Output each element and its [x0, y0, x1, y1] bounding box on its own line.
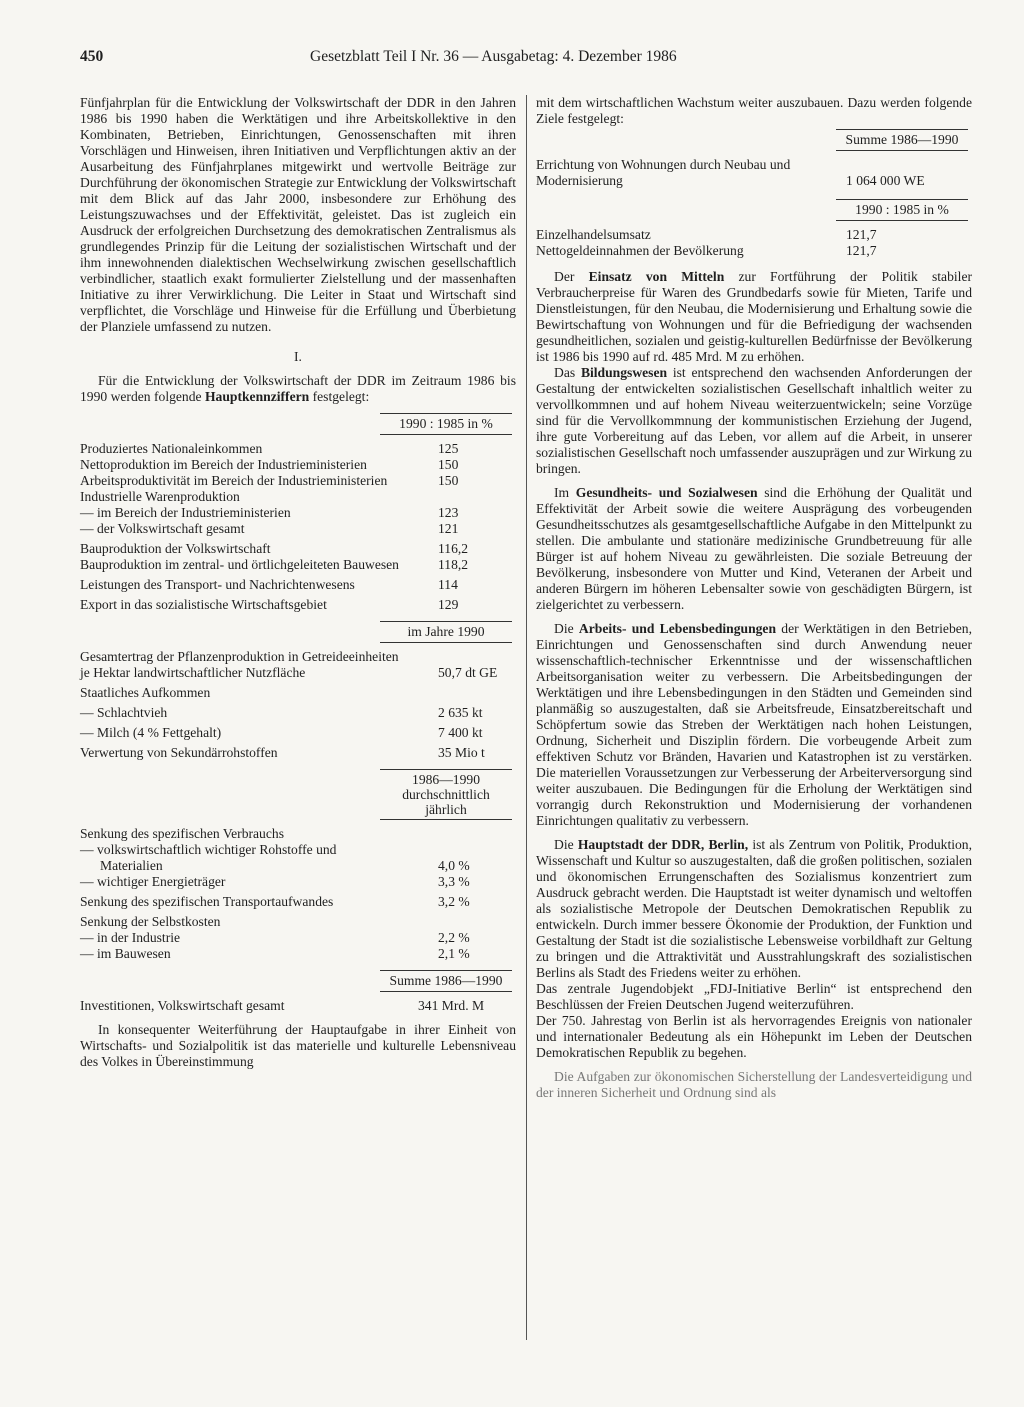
row-value: 121: [438, 521, 459, 536]
row-label: Arbeitsproduktivität im Bereich der Industrieministerien: [80, 473, 388, 488]
table-row: [80, 441, 516, 457]
table-housing: [536, 157, 972, 189]
row-value: [410, 826, 516, 842]
paragraph-keyword: Bildungswesen: [580, 365, 668, 380]
right-column: [536, 95, 972, 1101]
table-row: [80, 573, 516, 593]
row-label: Leistungen des Transport- und Nachrichtenwesens: [80, 577, 355, 592]
row-value: [410, 910, 516, 930]
row-value: 2,1 %: [438, 946, 470, 961]
row-value: 118,2: [438, 557, 469, 572]
row-value: 4,0 %: [438, 858, 470, 873]
table-row: [80, 701, 516, 721]
row-label: — volkswirtschaftlich wichtiger Rohstoffe und Materialien: [80, 842, 337, 873]
table-row: [80, 930, 516, 946]
paragraph-berlin: [536, 837, 972, 981]
table-row: [80, 537, 516, 557]
paragraph-funds: [536, 269, 972, 365]
row-label: Senkung des spezifischen Transportaufwandes: [80, 894, 334, 909]
table-row: [80, 649, 516, 681]
paragraph-education: [536, 365, 972, 477]
lead-keyword: Hauptkennziffern: [204, 389, 310, 404]
row-value: 3,2 %: [438, 894, 470, 909]
paragraph-text: Der: [554, 269, 575, 284]
table-row: [80, 721, 516, 741]
table-row: [80, 489, 516, 505]
table-row: [80, 946, 516, 962]
table4-column-header: Summe 1986—1990: [380, 970, 512, 992]
paragraph-text: zur Fortführung der Politik stabiler Verbraucherpreise für Waren des Grundbedarfs sowie für Mieten, Tarife und Dienstleistungen, für den Neubau, die Modernisierung und Erhaltung sowie die Bewirtschaftung von Wohnungen und für die Befriedigung der wachsenden gesundheitlichen, sozialen und geistig-kulturellen Bedürfnisse der Bevölkerung ist 1986 bis 1990 auf rd. 485 Mrd. M zu erhöhen.: [536, 269, 972, 364]
row-label: Senkung der Selbstkosten: [80, 914, 221, 929]
paragraph-text: Das: [554, 365, 576, 380]
row-value: 116,2: [438, 541, 469, 556]
table-row: [80, 521, 516, 537]
table-agriculture: [80, 649, 516, 761]
table-row: [80, 557, 516, 573]
paragraph-working-conditions: [536, 621, 972, 829]
row-label: Nettoproduktion im Bereich der Industrieministerien: [80, 457, 367, 472]
row-label: Nettogeldeinnahmen der Bevölkerung: [536, 243, 744, 258]
section-heading: I.: [294, 349, 302, 364]
table-row: [536, 243, 972, 259]
row-value: 125: [438, 441, 459, 456]
table1-column-header: 1990 : 1985 in %: [380, 413, 512, 435]
row-label: — Milch (4 % Fettgehalt): [80, 725, 222, 740]
paragraph-text: der Werktätigen in den Betrieben, Einrichtungen und Genossenschaften sind durch Anwendung neuer wissenschaftlich-technischer Erkenntnisse und der wissenschaftlichen Arbeitsorganisation weiter zu verbessern. Die Arbeitsbedingungen der Werktätigen und ihre Lebensbedingungen in den Städten und Gemeinden sind planmäßig so auszugestalten, daß sie Arbeitsfreude, Einsatzbereitschaft und Schöpfertum sowie das Streben der Werktätigen nach hohen Leistungen, Ordnung, Sicherheit und Disziplin fördern. Die vorbeugende Arbeit zum effektiven Schutz vor Bränden, Havarien und Katastrophen ist zu verstärken. Die materiellen Voraussetzungen zur Verbesserung der Arbeiterversorgung sind weiter auszubauen. Die Bedingungen für die Erholung der Werktätigen sind vorrangig durch Rekonstruktion und Modernisierung der vorhandenen Einrichtungen qualitativ zu verbessern.: [536, 621, 972, 828]
paragraph-text: ist entsprechend den wachsenden Anforderungen der Gestaltung der entwickelten sozialistischen Gesellschaft inhaltlich weiter zu vervollkommnen und auf hohem Niveau weiterzuentwickeln; seine Vorzüge sind für die Vervollkommnung der kommunistischen Erziehung der Jugend, ihre gute Vorbereitung auf das Leben, vor allem auf die Arbeit, in unserer sozialistischen Gesellschaft noch umfassender auszuprägen und zur Wirkung zu bringen.: [536, 365, 972, 476]
paragraph-keyword: Hauptstadt der DDR, Berlin,: [577, 837, 749, 852]
paragraph-text: ist als Zentrum von Politik, Produktion, Wissenschaft und Kultur so auszugestalten, daß die großen politischen, sozialen und ökonomischen Errungenschaften des Sozialismus konzentriert zum Ausdruck gebracht werden. Die Hauptstadt ist weiter dynamisch und weltoffen als sozialistische Metropole der Deutschen Demokratischen Republik zu entwickeln. Durch immer bessere Ökonomie der Produktion, der Funktion und Gestaltung der Stadt ist die sozialistische Lebensweise vorbildhaft zur Geltung zu bringen und die Attraktivität und Ausstrahlungskraft des sozialistischen Berlins als Stadt des Friedens weiter zu erhöhen.: [536, 837, 972, 980]
table-row: [80, 681, 516, 701]
row-label: Senkung des spezifischen Verbrauchs: [80, 826, 284, 841]
row-value: 150: [438, 457, 459, 472]
row-label: — wichtiger Energieträger: [80, 874, 226, 889]
row-label: Export in das sozialistische Wirtschaftsgebiet: [80, 597, 327, 612]
lead-text: Für die Entwicklung der Volkswirtschaft der DDR im Zeitraum 1986 bis 1990 werden folgende: [80, 373, 516, 404]
table-main-indicators: [80, 441, 516, 613]
paragraph-defense: Die Aufgaben zur ökonomischen Sicherstellung der Landesverteidigung und der inneren Sicherheit und Ordnung sind als: [536, 1069, 972, 1100]
row-label: Staatliches Aufkommen: [80, 685, 211, 700]
paragraph-keyword: Gesundheits- und Sozialwesen: [575, 485, 758, 500]
row-label: — im Bauwesen: [80, 946, 171, 961]
row-label: — im Bereich der Industrieministerien: [80, 505, 291, 520]
paragraph-text: sind die Erhöhung der Qualität und Effektivität der Arbeit sowie die weitere Ausprägung des vorbeugenden Gesundheitsschutzes als gesamtgesellschaftliche Aufgabe in den Mittelpunkt zu stellen. Die ambulante und stationäre medizinische Grundbetreuung für alle Bürger ist auf hohem Niveau zu gewährleisten. Die soziale Betreuung der Bevölkerung, insbesondere von Mutter und Kind, Veteranen der Arbeit und anderen Bürgern im höheren Lebensalter sowie von geschädigten Bürgern, ist zielgerichtet zu verbessern.: [536, 485, 972, 612]
row-value: 121,7: [846, 243, 877, 258]
row-label: Produziertes Nationaleinkommen: [80, 441, 263, 456]
row-label: Errichtung von Wohnungen durch Neubau und Modernisierung: [536, 157, 791, 188]
row-value: 150: [438, 473, 459, 488]
lead-paragraph: [80, 373, 516, 405]
table-row: [536, 157, 972, 189]
row-label: — Schlachtvieh: [80, 705, 168, 720]
table-row: [80, 874, 516, 890]
table-row: [80, 890, 516, 910]
row-value: 2,2 %: [438, 930, 470, 945]
row-label: Einzelhandelsumsatz: [536, 227, 651, 242]
table-row: [80, 842, 516, 874]
paragraph-health: [536, 485, 972, 613]
table-row: [80, 910, 516, 930]
row-value: 7 400 kt: [438, 725, 483, 740]
row-value: 35 Mio t: [438, 745, 485, 760]
paragraph-anniversary: Der 750. Jahrestag von Berlin ist als hervorragendes Ereignis von nationaler und internationaler Bedeutung als ein Höhepunkt im Leben der Deutschen Demokratischen Republik zu begehen.: [536, 1013, 972, 1060]
row-label: — in der Industrie: [80, 930, 181, 945]
row-label: — der Volkswirtschaft gesamt: [80, 521, 245, 536]
table-row: [80, 741, 516, 761]
row-value: 2 635 kt: [438, 705, 483, 720]
table-investments: [80, 998, 516, 1014]
table3-column-header: 1986—1990 durchschnittlich jährlich: [380, 769, 512, 820]
continuation-paragraph: mit dem wirtschaftlichen Wachstum weiter auszubauen. Dazu werden folgende Ziele festgelegt:: [536, 95, 972, 126]
pct-column-header: 1990 : 1985 in %: [836, 199, 968, 221]
left-column: [80, 95, 516, 1070]
table-row: [80, 998, 516, 1014]
table-consumption: [80, 826, 516, 962]
row-label: Verwertung von Sekundärrohstoffen: [80, 745, 278, 760]
intro-paragraph: Fünfjahrplan für die Entwicklung der Volkswirtschaft der DDR in den Jahren 1986 bis 1990 haben die Werktätigen und ihre Arbeitskollektive in den Kombinaten, Betrieben, Einrichtungen, Genossenschaften mit ihren Vorschlägen und Hinweisen, ihren Initiativen und Verpflichtungen aktiv an der Ausarbeitung des Fünfjahrplanes mitgewirkt und wertvolle Beiträge zur Durchführung der ökonomischen Strategie zur Entwicklung der Volkswirtschaft mit dem Blick auf das Jahr 2000, insbesondere zur Erhöhung des Leistungszuwachses und der Effektivität, geleistet. Das ist zugleich ein Ausdruck der erfolgreichen Durchsetzung des demokratischen Zentralismus als grundlegendes Prinzip für die Leitung der sozialistischen Wirtschaft und der ihm innewohnenden dialektischen Wechselwirkung zwischen gesellschaftlich verbindlicher, staatlich exakt formulierter Zielstellung und der massenhaften Initiative zu ihrer Verwirklichung. Die Leiter in Staat und Wirtschaft sind verpflichtet, die Vorschläge und Hinweise für die Erfüllung und Überbietung der Planziele umfassend zu nutzen.: [80, 95, 516, 334]
paragraph-text: Im: [554, 485, 570, 500]
row-value: [410, 681, 516, 701]
paragraph-keyword: Arbeits- und Lebensbedingungen: [578, 621, 777, 636]
row-value: 50,7 dt GE: [438, 665, 498, 680]
row-value: 3,3 %: [438, 874, 470, 889]
paragraph-keyword: Einsatz von Mitteln: [588, 269, 725, 284]
row-value: 1 064 000 WE: [846, 173, 925, 188]
row-value: 121,7: [846, 227, 877, 242]
row-label: Industrielle Warenproduktion: [80, 489, 240, 504]
column-divider: [526, 95, 527, 1340]
table-row: [80, 457, 516, 473]
running-head: Gesetzblatt Teil I Nr. 36 — Ausgabetag: 4. Dezember 1986: [310, 48, 677, 65]
closing-paragraph: In konsequenter Weiterführung der Hauptaufgabe in ihrer Einheit von Wirtschafts- und Sozialpolitik ist das materielle und kulturelle Lebensniveau des Volkes in Übereinstimmung: [80, 1022, 516, 1069]
table2-column-header: im Jahre 1990: [380, 621, 512, 643]
row-label: Bauproduktion im zentral- und örtlichgeleiteten Bauwesen: [80, 557, 399, 572]
row-label: Bauproduktion der Volkswirtschaft: [80, 541, 271, 556]
housing-column-header: Summe 1986—1990: [836, 129, 968, 151]
lead-end: festgelegt:: [312, 389, 370, 404]
table-income: [536, 227, 972, 259]
row-value: [410, 489, 516, 505]
paragraph-text: Die: [554, 837, 574, 852]
table-row: [536, 227, 972, 243]
row-label: Investitionen, Volkswirtschaft gesamt: [80, 998, 285, 1013]
row-value: 114: [438, 577, 458, 592]
row-value: 129: [438, 597, 459, 612]
paragraph-fdj: Das zentrale Jugendobjekt „FDJ-Initiative Berlin“ ist entsprechend den Beschlüssen der Freien Deutschen Jugend weiterzuführen.: [536, 981, 972, 1012]
row-value: 341 Mrd. M: [418, 998, 485, 1013]
paragraph-text: Die: [554, 621, 574, 636]
row-label: Gesamtertrag der Pflanzenproduktion in Getreideeinheiten je Hektar landwirtschaftlicher Nutzfläche: [80, 649, 399, 680]
row-value: 123: [438, 505, 459, 520]
table-row: [80, 505, 516, 521]
table-row: [80, 593, 516, 613]
table-row: [80, 826, 516, 842]
page-number: 450: [80, 48, 104, 65]
page-header: [80, 48, 970, 72]
table-row: [80, 473, 516, 489]
